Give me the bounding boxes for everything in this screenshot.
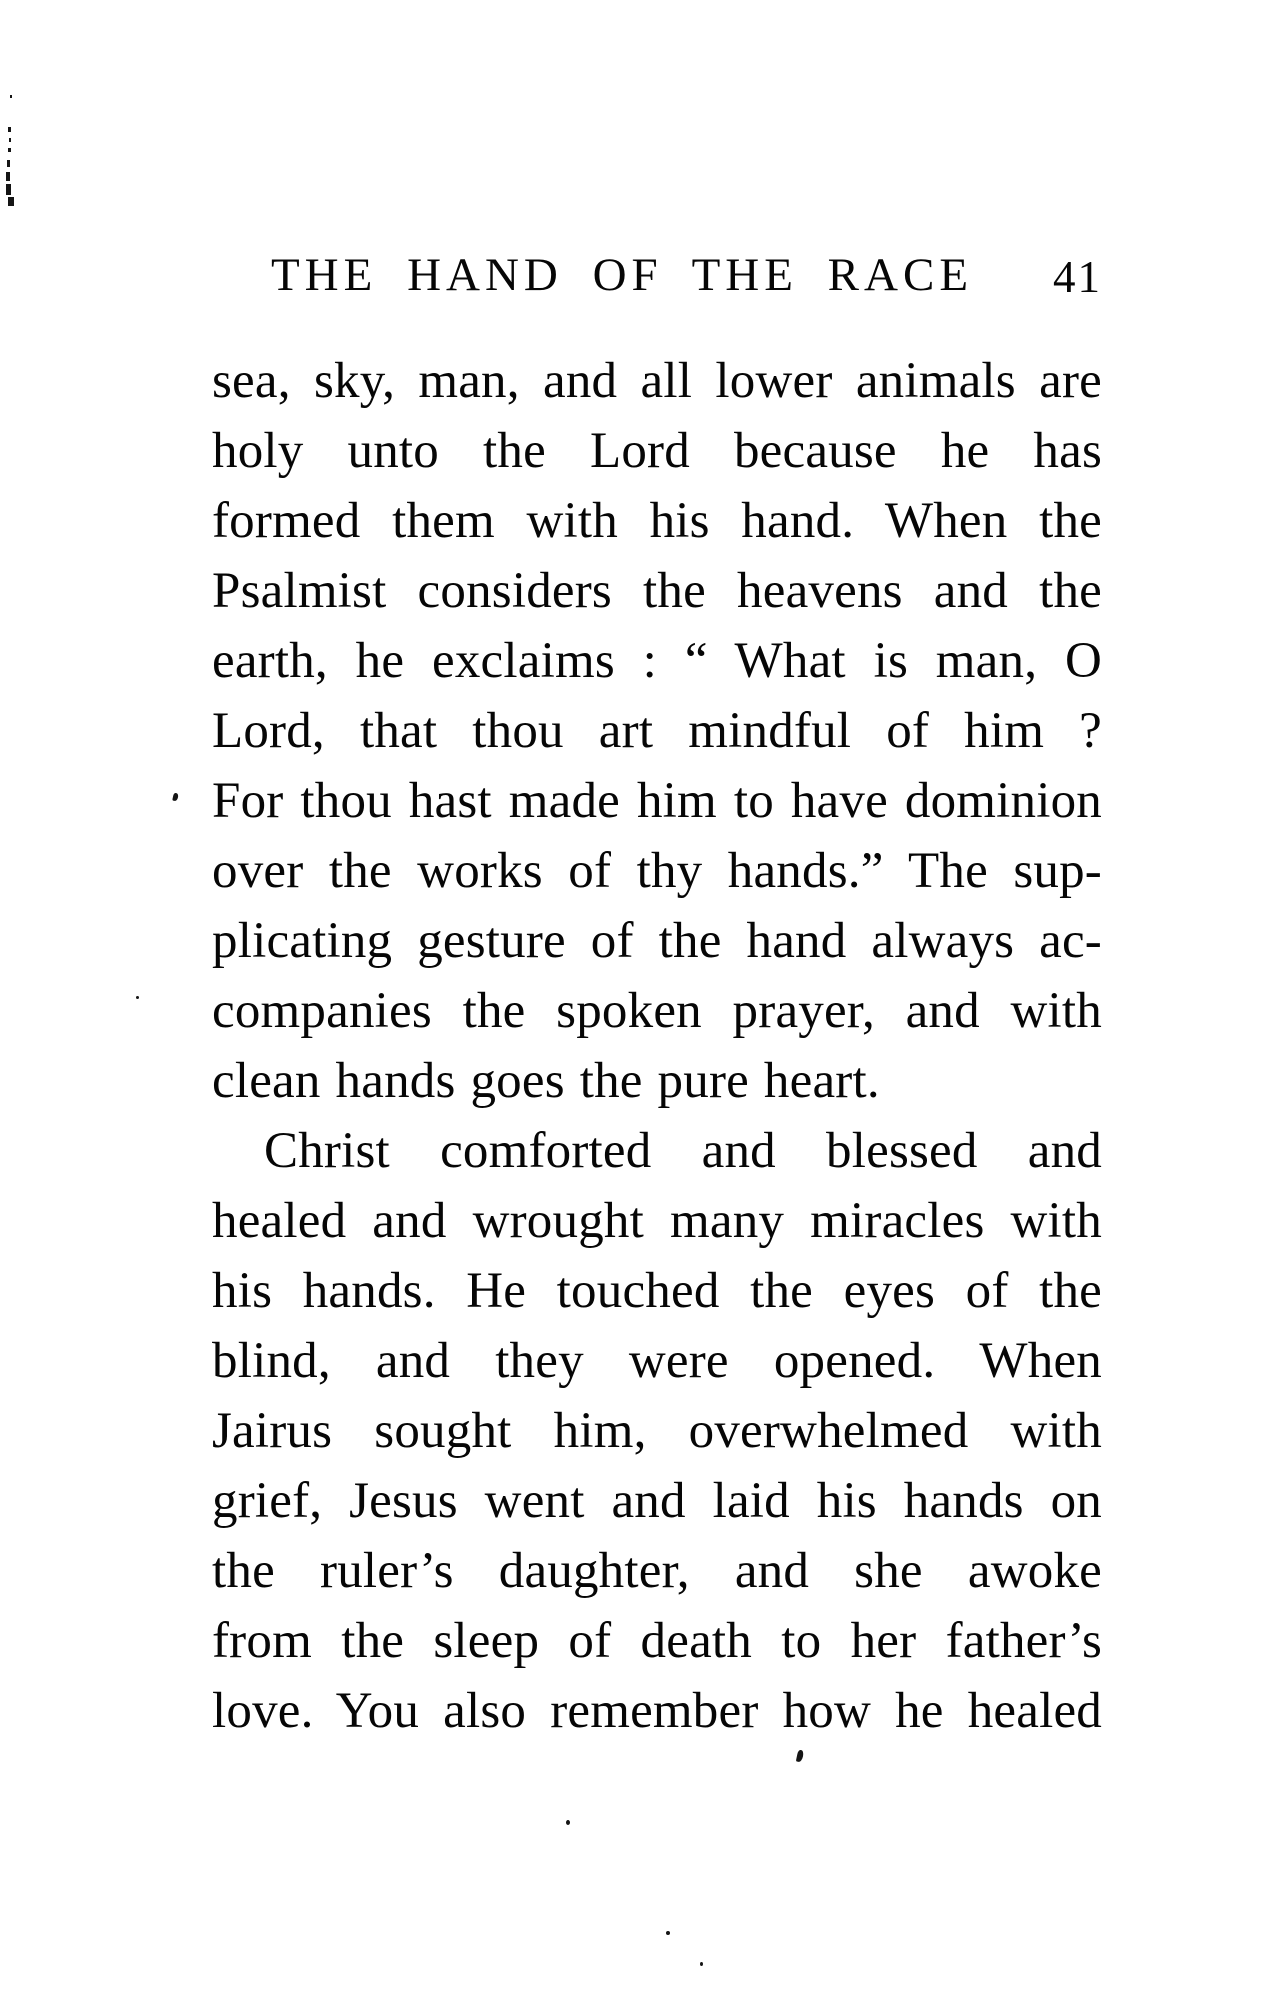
text-line: blind, and they were opened. When xyxy=(212,1333,1102,1389)
scan-speck xyxy=(796,1750,804,1763)
text-line: companies the spoken prayer, and with xyxy=(212,983,1102,1039)
scan-speck xyxy=(7,160,10,167)
scan-speck xyxy=(172,793,179,802)
text-line: holy unto the Lord because he has xyxy=(212,423,1102,479)
scan-speck xyxy=(8,197,14,206)
text-line: sea, sky, man, and all lower animals are xyxy=(212,353,1102,409)
scan-speck xyxy=(6,172,10,181)
scan-speck xyxy=(700,1962,703,1966)
text-line: For thou hast made him to have dominion xyxy=(212,773,1102,829)
scan-speck xyxy=(6,184,11,195)
scan-speck xyxy=(8,148,11,152)
text-line: clean hands goes the pure heart. xyxy=(212,1053,880,1109)
scan-speck xyxy=(136,996,139,999)
scan-speck xyxy=(666,1931,670,1935)
scan-speck xyxy=(10,95,12,98)
scan-speck xyxy=(9,138,11,142)
text-line: Psalmist considers the heavens and the xyxy=(212,563,1102,619)
page-number: 41 xyxy=(1053,252,1102,302)
scan-speck xyxy=(566,1820,570,1825)
text-line: plicating gesture of the hand always ac- xyxy=(212,913,1102,969)
text-line: the ruler’s daughter, and she awoke xyxy=(212,1543,1102,1599)
page-title: THE HAND OF THE RACE xyxy=(270,249,974,301)
text-line: earth, he exclaims : “ What is man, O xyxy=(212,633,1102,689)
text-line: love. You also remember how he healed xyxy=(212,1683,1102,1739)
text-line: over the works of thy hands.” The sup- xyxy=(212,843,1102,899)
text-line: his hands. He touched the eyes of the xyxy=(212,1263,1102,1319)
text-line: Lord, that thou art mindful of him ? xyxy=(212,703,1102,759)
paragraph xyxy=(212,1116,1102,1746)
text-line: healed and wrought many miracles with xyxy=(212,1193,1102,1249)
text-line: from the sleep of death to her father’s xyxy=(212,1613,1102,1669)
text-line: grief, Jesus went and laid his hands on xyxy=(212,1473,1102,1529)
text-line: Jairus sought him, overwhelmed with xyxy=(212,1403,1102,1459)
text-block xyxy=(212,346,1102,1746)
scan-speck xyxy=(8,127,11,132)
running-head xyxy=(212,249,1102,308)
text-line: formed them with his hand. When the xyxy=(212,493,1102,549)
text-line: Christ comforted and blessed and xyxy=(264,1123,1102,1179)
paragraph xyxy=(212,346,1102,1116)
